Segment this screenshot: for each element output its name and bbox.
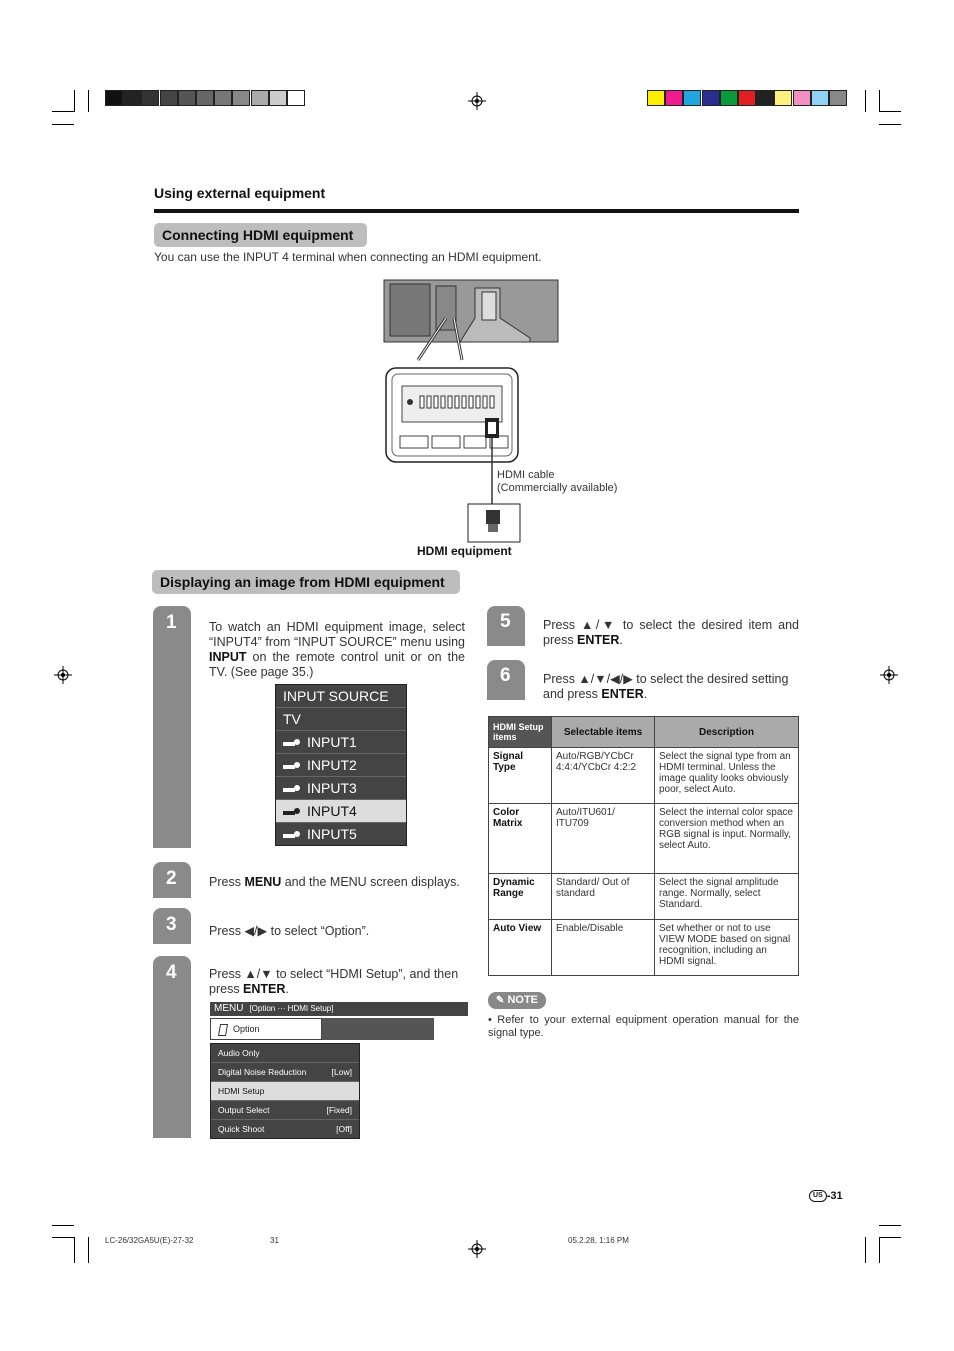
table-cell: Set whether or not to use VIEW MODE based on signal recognition, including an HDMI signal. bbox=[655, 920, 799, 976]
menu-item-value: [Low] bbox=[331, 1067, 352, 1077]
menu-item-audio-only[interactable] bbox=[211, 1044, 359, 1063]
table-header: Description bbox=[655, 717, 799, 748]
table-cell: Select the signal amplitude range. Normally, select Standard. bbox=[655, 874, 799, 920]
step-6-bold: ENTER bbox=[601, 687, 644, 701]
step-5-text-a: Press ▲/▼ to select the desired item and press bbox=[543, 618, 799, 647]
step-4-text-b: . bbox=[285, 982, 289, 996]
input-source-item-tv[interactable]: TV bbox=[276, 708, 406, 731]
table-cell: Auto/ITU601/ ITU709 bbox=[552, 804, 655, 874]
hdmi-cable-note: (Commercially available) bbox=[497, 482, 618, 494]
input-plug-icon bbox=[283, 808, 301, 816]
input-plug-icon bbox=[283, 739, 301, 747]
step-2-text-a: Press bbox=[209, 875, 245, 889]
calibration-swatch bbox=[269, 90, 287, 106]
calibration-swatch bbox=[647, 90, 665, 106]
menu-label: MENU bbox=[214, 1003, 244, 1014]
table-row bbox=[489, 874, 799, 920]
table-header: HDMI Setup items bbox=[489, 717, 552, 748]
input-source-label: INPUT5 bbox=[307, 826, 357, 842]
step-5-text bbox=[543, 618, 799, 648]
calibration-swatch bbox=[287, 90, 305, 106]
table-cell: Select the signal type from an HDMI terminal. Unless the image quality looks obviously poor, select Auto. bbox=[655, 748, 799, 804]
calibration-swatch bbox=[702, 90, 720, 106]
calibration-swatch bbox=[811, 90, 829, 106]
hdmi-cable-label: HDMI cable bbox=[497, 469, 555, 481]
input-source-label: INPUT3 bbox=[307, 780, 357, 796]
menu-item-value: [Off] bbox=[336, 1124, 352, 1134]
crop-mark bbox=[879, 111, 901, 112]
step-3-text: Press ◀/▶ to select “Option”. bbox=[209, 924, 370, 938]
step-6-text bbox=[543, 672, 799, 702]
table-cell: Signal Type bbox=[489, 748, 552, 804]
step-1-text bbox=[209, 620, 465, 680]
registration-mark-icon bbox=[468, 1240, 486, 1258]
crop-mark bbox=[879, 90, 880, 112]
step-5-bold: ENTER bbox=[577, 633, 620, 647]
menu-item-value: [Fixed] bbox=[326, 1105, 352, 1115]
crop-mark bbox=[879, 124, 901, 125]
table-cell: Color Matrix bbox=[489, 804, 552, 874]
step-4-bold: ENTER bbox=[243, 982, 286, 996]
input-source-item-input5[interactable] bbox=[276, 823, 406, 845]
step-2-number: 2 bbox=[166, 868, 177, 889]
page-number-text: -31 bbox=[826, 1190, 843, 1202]
table-cell: Auto/RGB/YCbCr 4:4:4/YCbCr 4:2:2 bbox=[552, 748, 655, 804]
pencil-icon: ✎ bbox=[495, 995, 505, 1006]
display-heading: Displaying an image from HDMI equipment bbox=[152, 570, 460, 594]
registration-mark-icon bbox=[54, 666, 72, 684]
footer-date: 05.2.28, 1:16 PM bbox=[568, 1236, 629, 1245]
step-1-number: 1 bbox=[166, 612, 177, 633]
step-6-text-b: . bbox=[643, 687, 648, 701]
input-source-title: INPUT SOURCE bbox=[276, 685, 406, 708]
option-tab-filler bbox=[322, 1018, 434, 1040]
crop-mark bbox=[879, 1225, 901, 1226]
calibration-swatch bbox=[105, 90, 123, 106]
table-cell: Enable/Disable bbox=[552, 920, 655, 976]
calibration-swatch bbox=[829, 90, 847, 106]
calibration-swatch bbox=[665, 90, 683, 106]
step-2-text-b: and the MENU screen displays. bbox=[281, 875, 460, 889]
step-5-number: 5 bbox=[500, 611, 511, 632]
input-source-item-input2[interactable] bbox=[276, 754, 406, 777]
input-plug-icon bbox=[283, 762, 301, 770]
crop-mark bbox=[88, 1237, 89, 1263]
table-cell: Standard/ Out of standard bbox=[552, 874, 655, 920]
input-source-item-input1[interactable] bbox=[276, 731, 406, 754]
step-2-text bbox=[209, 875, 469, 890]
footer-file-page: 31 bbox=[270, 1236, 279, 1245]
menu-item-quick-shoot[interactable] bbox=[211, 1120, 359, 1138]
step-6-text-a: Press ▲/▼/◀/▶ to select the desired setting and press bbox=[543, 672, 789, 701]
note-badge bbox=[488, 992, 546, 1009]
crop-mark bbox=[52, 1237, 74, 1238]
calibration-swatch bbox=[196, 90, 214, 106]
step-3-number: 3 bbox=[166, 914, 177, 935]
connect-heading: Connecting HDMI equipment bbox=[154, 223, 367, 247]
option-tab-label: Option bbox=[233, 1024, 260, 1034]
section-title: Using external equipment bbox=[154, 185, 326, 201]
input-plug-icon bbox=[283, 831, 301, 839]
step-4-number: 4 bbox=[166, 962, 177, 983]
step-1-bold: INPUT bbox=[209, 650, 247, 664]
menu-item-hdmi-setup[interactable] bbox=[211, 1082, 359, 1101]
step-2-bold: MENU bbox=[244, 875, 282, 889]
calibration-swatch bbox=[793, 90, 811, 106]
crop-mark bbox=[865, 90, 866, 112]
step-4-text bbox=[209, 967, 465, 997]
table-header: Selectable items bbox=[552, 717, 655, 748]
calibration-swatch bbox=[683, 90, 701, 106]
crop-mark bbox=[52, 111, 74, 112]
crop-mark bbox=[879, 1237, 901, 1238]
calibration-swatch bbox=[251, 90, 269, 106]
menu-item-output-select[interactable] bbox=[211, 1101, 359, 1120]
crop-mark bbox=[52, 124, 74, 125]
crop-mark bbox=[52, 1225, 74, 1226]
menu-item-name: Digital Noise Reduction bbox=[218, 1067, 307, 1077]
connect-intro: You can use the INPUT 4 terminal when connecting an HDMI equipment. bbox=[154, 250, 542, 264]
page-number bbox=[809, 1190, 843, 1202]
step-1-text-b: on the remote control unit or on the TV. (See page 35.) bbox=[209, 650, 465, 679]
input-source-label: INPUT1 bbox=[307, 734, 357, 750]
table-cell: Select the internal color space conversion method when an RGB signal is input. Normally, select Auto. bbox=[655, 804, 799, 874]
input-source-item-input4[interactable] bbox=[276, 800, 406, 823]
calibration-swatch bbox=[738, 90, 756, 106]
calibration-swatch bbox=[756, 90, 774, 106]
note-label: NOTE bbox=[507, 994, 538, 1006]
step-4-text-a: Press ▲/▼ to select “HDMI Setup”, and then press bbox=[209, 967, 459, 996]
table-cell: Dynamic Range bbox=[489, 874, 552, 920]
crop-mark bbox=[865, 1237, 866, 1263]
table-row bbox=[489, 920, 799, 976]
hdmi-equipment-label: HDMI equipment bbox=[417, 544, 512, 558]
registration-mark-icon bbox=[468, 92, 486, 110]
calibration-swatch bbox=[720, 90, 738, 106]
crop-mark bbox=[879, 1237, 880, 1263]
hdmi-setup-table bbox=[488, 716, 799, 976]
hdmi-connection-diagram bbox=[380, 278, 570, 546]
crop-mark bbox=[74, 1237, 75, 1263]
step-5-text-b: . bbox=[619, 633, 623, 647]
menu-item-digital-noise-reduction[interactable] bbox=[211, 1063, 359, 1082]
crop-mark bbox=[74, 90, 75, 112]
option-tab[interactable] bbox=[210, 1018, 322, 1040]
crop-mark bbox=[88, 90, 89, 112]
note-text: • Refer to your external equipment operation manual for the signal type. bbox=[488, 1014, 799, 1039]
calibration-swatch bbox=[232, 90, 250, 106]
input-source-item-input3[interactable] bbox=[276, 777, 406, 800]
input-plug-icon bbox=[283, 785, 301, 793]
menu-bar bbox=[210, 1002, 468, 1016]
calibration-swatch bbox=[774, 90, 792, 106]
calibration-swatch bbox=[141, 90, 159, 106]
menu-item-name: HDMI Setup bbox=[218, 1086, 265, 1096]
step-1-bar bbox=[153, 606, 191, 848]
step-1-text-a: To watch an HDMI equipment image, select “INPUT4” from “INPUT SOURCE” menu using bbox=[209, 620, 465, 649]
header-rule bbox=[154, 209, 799, 213]
calibration-swatch bbox=[178, 90, 196, 106]
menu-item-name: Quick Shoot bbox=[218, 1124, 265, 1134]
table-cell: Auto View bbox=[489, 920, 552, 976]
input-source-label: INPUT2 bbox=[307, 757, 357, 773]
registration-mark-icon bbox=[880, 666, 898, 684]
option-icon bbox=[218, 1024, 228, 1036]
option-menu-screen bbox=[210, 1002, 468, 1134]
step-6-number: 6 bbox=[500, 665, 511, 686]
input-source-label: INPUT4 bbox=[307, 803, 357, 819]
calibration-swatch bbox=[160, 90, 178, 106]
menu-item-name: Output Select bbox=[218, 1105, 270, 1115]
calibration-swatch bbox=[214, 90, 232, 106]
input-source-menu bbox=[275, 684, 407, 846]
table-row bbox=[489, 804, 799, 874]
table-header-row bbox=[489, 717, 799, 748]
table-row bbox=[489, 748, 799, 804]
option-menu-list bbox=[210, 1043, 360, 1139]
region-badge: US bbox=[809, 1190, 827, 1202]
calibration-swatch bbox=[123, 90, 141, 106]
footer-file: LC-26/32GA5U(E)-27-32 bbox=[105, 1236, 194, 1245]
menu-path: [Option ··· HDMI Setup] bbox=[249, 1004, 334, 1013]
menu-item-name: Audio Only bbox=[218, 1048, 260, 1058]
